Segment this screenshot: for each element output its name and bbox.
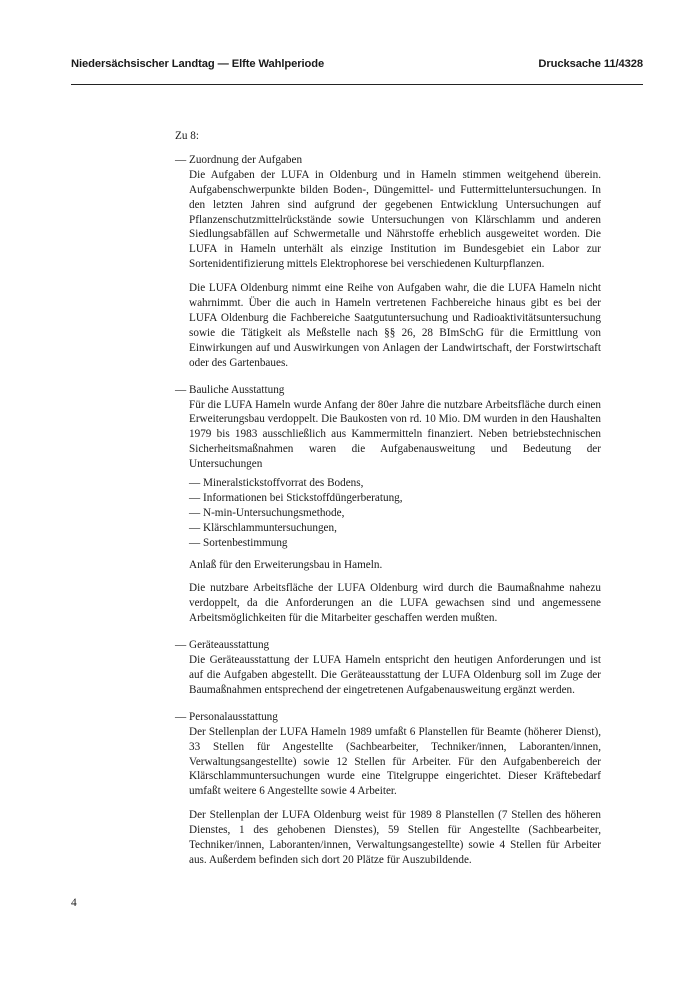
section-heading: Geräteausstattung [189,639,270,652]
list-item-text: N-min-Untersuchungsmethode, [203,506,345,519]
section-dash: — [175,153,187,166]
section-heading: Zuordnung der Aufgaben [189,153,303,166]
list-dash: — [189,536,201,549]
paragraph: Für die LUFA Hameln wurde Anfang der 80er Jahre die nutzbare Arbeitsfläche durch einen Erweiterungsbau verdoppelt. Die Baukosten von rd. 10 Mio. DM wurden in den Haushalten 1979 bis 1983 ausschließlich aus Kammermitteln finanziert. Neben betriebstechnischen Sicherheitsmaßnahmen waren die Aufgabenausweitung und Bedeutung der Untersuchungen [189,398,601,471]
list-dash: — [189,491,201,504]
list-dash: — [189,521,201,534]
page-number: 4 [71,897,77,909]
paragraph: Der Stellenplan der LUFA Oldenburg weist für 1989 8 Planstellen (7 Stellen des höheren Dienstes, 1 des gehobenen Dienstes), 59 Stellen für Angestellte (Sachbearbeiter, Techniker/innen, Laboranten/innen, Verwaltungsangestellte) sowie 4 Stellen für Arbeiter aus. Außerdem befinden sich dort 20 Plätze für Auszubildende. [189,809,601,866]
section-dash: — [175,710,187,723]
list-item-text: Informationen bei Stickstoffdüngerberatung, [203,491,403,504]
section-personalausstattung [175,710,601,868]
list [189,476,601,551]
header-title: Niedersächsischer Landtag — Elfte Wahlperiode [71,58,325,70]
section-dash: — [175,383,187,396]
list-item [189,491,601,506]
section-bauliche-ausstattung [175,383,601,627]
list-item-text: Mineralstickstoffvorrat des Bodens, [203,477,364,490]
paragraph: Die Geräteausstattung der LUFA Hameln entspricht den heutigen Anforderungen und ist auf die Aufgaben abgestellt. Die Geräteausstattung der LUFA Oldenburg soll im Zuge der Baumaßnahmen entsprechend der eingetretenen Aufgabenausweitung ergänzt werden. [189,654,601,696]
list-item [189,521,601,536]
section-zuordnung [175,153,601,371]
paragraph: Anlaß für den Erweiterungsbau in Hameln. [189,558,383,571]
answer-label: Zu 8: [175,130,199,142]
section-geraeteausstattung [175,638,601,698]
list-item [189,506,601,521]
list-item [189,536,601,551]
section-heading: Personalausstattung [189,710,278,723]
paragraph: Der Stellenplan der LUFA Hameln 1989 umfaßt 6 Planstellen für Beamte (höherer Dienst), 33 Stellen für Angestellte (Sachbearbeiter, Techniker/innen, Laboranten/innen, Verwaltungsangestellte) sowie 12 Stellen für Arbeiter. Für den Aufgabenbereich der Klärschlammuntersuchungen wurde eine Titelgruppe eingerichtet. Dieser Kräftebedarf umfaßt weitere 6 Angestellte sowie 4 Arbeiter. [189,725,601,798]
document-number: Drucksache 11/4328 [538,58,643,70]
paragraph: Die LUFA Oldenburg nimmt eine Reihe von Aufgaben wahr, die die LUFA Hameln nicht wahrnimmt. Über die auch in Hameln vertretenen Fachbereiche hinaus gibt es bei der LUFA Oldenburg die Fachbereiche Saatgutuntersuchung und Radioaktivitätsuntersuchung sowie die Tätigkeit als Meßstelle nach §§ 26, 28 BImSchG für die Ermittlung von Einwirkungen auf und Auswirkungen von Anlagen der Landwirtschaft, der Forstwirtschaft oder des Gartenbaues. [189,282,601,369]
paragraph: Die Aufgaben der LUFA in Oldenburg und in Hameln stimmen weitgehend überein. Aufgabenschwerpunkte bilden Boden-, Düngemittel- und Futtermitteluntersuchungen. In den letzten Jahren sind aufgrund der gegebenen Entwicklung Untersuchungen auf Pflanzenschutzmittelrückstände sowie Untersuchungen von Klärschlamm und anderen Siedlungsabfällen auf Schwermetalle und Nährstoffe erheblich ausgeweitet worden. Die LUFA in Hameln unterhält als einzige Institution im Bundesgebiet ein Labor zur Sortenidentifizierung mittels Elektrophorese bei verschiedenen Kulturpflanzen. [189,168,601,271]
header-rule [71,84,643,85]
section-dash: — [175,639,187,652]
paragraph: Die nutzbare Arbeitsfläche der LUFA Oldenburg wird durch die Baumaßnahme nahezu verdoppelt, da die Anforderungen an die LUFA gewachsen sind und angemessene Arbeitsmöglichkeiten für die Mitarbeiter geschaffen werden mußten. [189,582,601,625]
page-header [71,58,643,78]
section-heading: Bauliche Ausstattung [189,383,285,396]
list-dash: — [189,477,201,490]
document-body [175,129,601,880]
list-item [189,476,601,491]
list-item-text: Klärschlammuntersuchungen, [203,521,337,534]
list-dash: — [189,506,201,519]
list-item-text: Sortenbestimmung [203,536,288,549]
